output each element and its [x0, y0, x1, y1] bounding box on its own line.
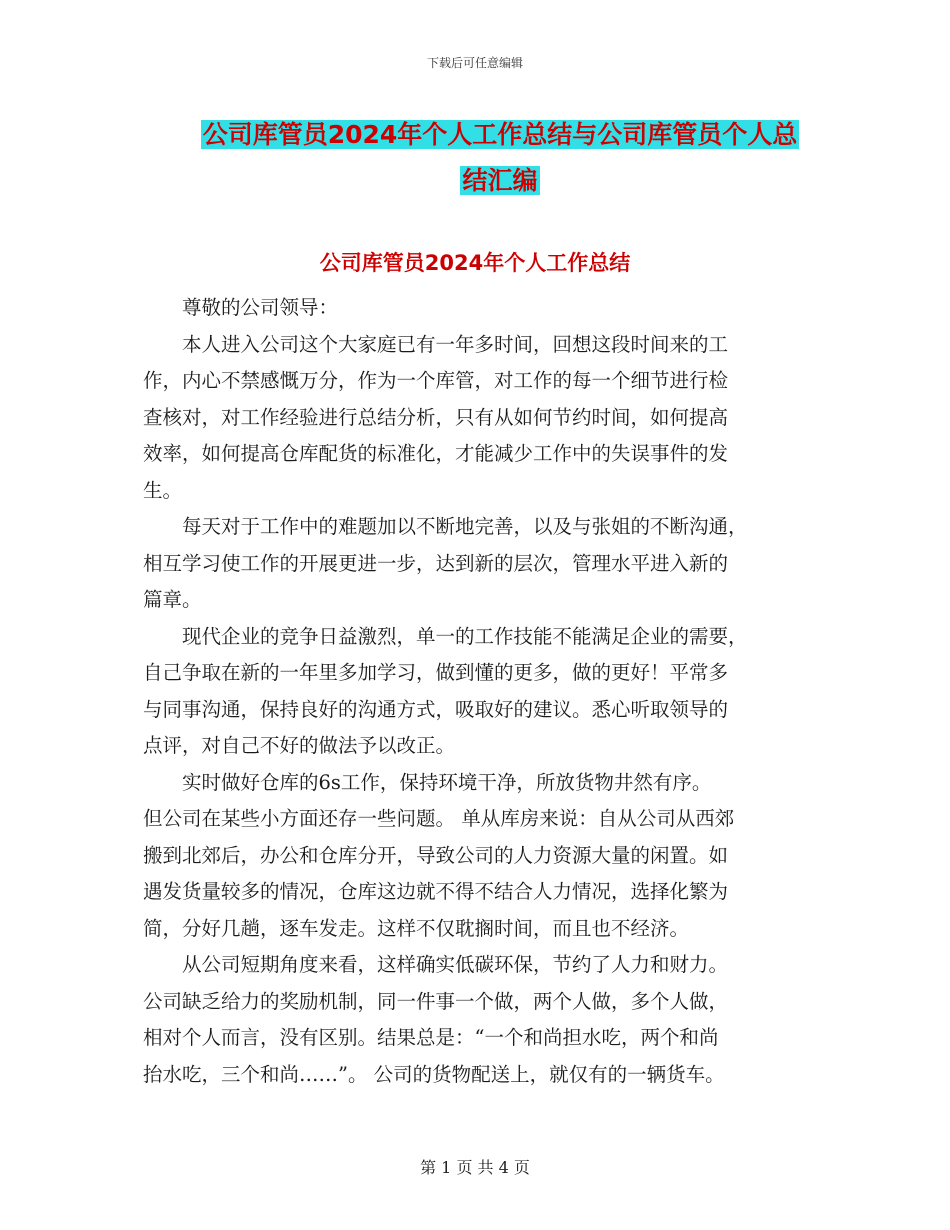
- text-line: 相互学习使工作的开展更进一步，达到新的层次，管理水平进入新的: [143, 551, 729, 575]
- title-line-1: 公司库管员2024年个人工作总结与公司库管员个人总: [202, 120, 798, 149]
- text-line: 遇发货量较多的情况，仓库这边就不得不结合人力情况，选择化繁为: [143, 880, 729, 903]
- text-line: 现代企业的竞争日益激烈，单一的工作技能不能满足企业的需要，: [182, 624, 748, 648]
- section-title: 公司库管员2024年个人工作总结: [319, 251, 631, 275]
- text-line: 从公司短期角度来看，这样确实低碳环保，节约了人力和财力。: [182, 953, 729, 976]
- body-text: [143, 290, 813, 1093]
- text-line: 与同事沟通，保持良好的沟通方式，吸取好的建议。悉心听取领导的: [143, 697, 729, 721]
- header-note: 下载后可任意编辑: [426, 56, 523, 70]
- text-line: 实时做好仓库的6s工作，保持环境干净，所放货物井然有序。: [182, 770, 712, 794]
- title-line-2: 结汇编: [462, 166, 538, 195]
- text-line: 每天对于工作中的难题加以不断地完善，以及与张姐的不断沟通，: [182, 515, 748, 538]
- text-line: 公司缺乏给力的奖励机制，同一件事一个做，两个人做，多个人做，: [143, 989, 729, 1013]
- text-line: 抬水吃，三个和尚……”。 公司的货物配送上，就仅有的一辆货车。: [143, 1062, 725, 1086]
- text-line: 点评，对自己不好的做法予以改正。: [143, 734, 456, 757]
- text-line: 篇章。: [143, 588, 202, 611]
- text-line: 作，内心不禁感慨万分，作为一个库管，对工作的每一个细节进行检: [143, 369, 729, 392]
- text-line: 搬到北郊后，办公和仓库分开，导致公司的人力资源大量的闲置。如: [143, 843, 729, 867]
- text-line: 效率，如何提高仓库配货的标准化，才能减少工作中的失误事件的发: [143, 442, 729, 465]
- text-line: 但公司在某些小方面还存一些问题。 单从库房来说：自从公司从西郊: [143, 807, 735, 830]
- text-line: 生。: [143, 478, 183, 502]
- text-line: 本人进入公司这个大家庭已有一年多时间，回想这段时间来的工: [182, 332, 729, 356]
- page-footer: 第 1 页 共 4 页: [420, 1158, 530, 1177]
- text-line: 简，分好几趟，逐车发走。这样不仅耽搁时间，而且也不经济。: [143, 916, 690, 940]
- document-title: [140, 112, 860, 204]
- text-line: 查核对，对工作经验进行总结分析，只有从如何节约时间，如何提高: [143, 405, 729, 429]
- salutation: 尊敬的公司领导：: [182, 296, 339, 319]
- text-line: 相对个人而言，没有区别。结果总是：“一个和尚担水吃，两个和尚: [143, 1026, 719, 1049]
- text-line: 自己争取在新的一年里多加学习，做到懂的更多，做的更好！平常多: [143, 661, 729, 684]
